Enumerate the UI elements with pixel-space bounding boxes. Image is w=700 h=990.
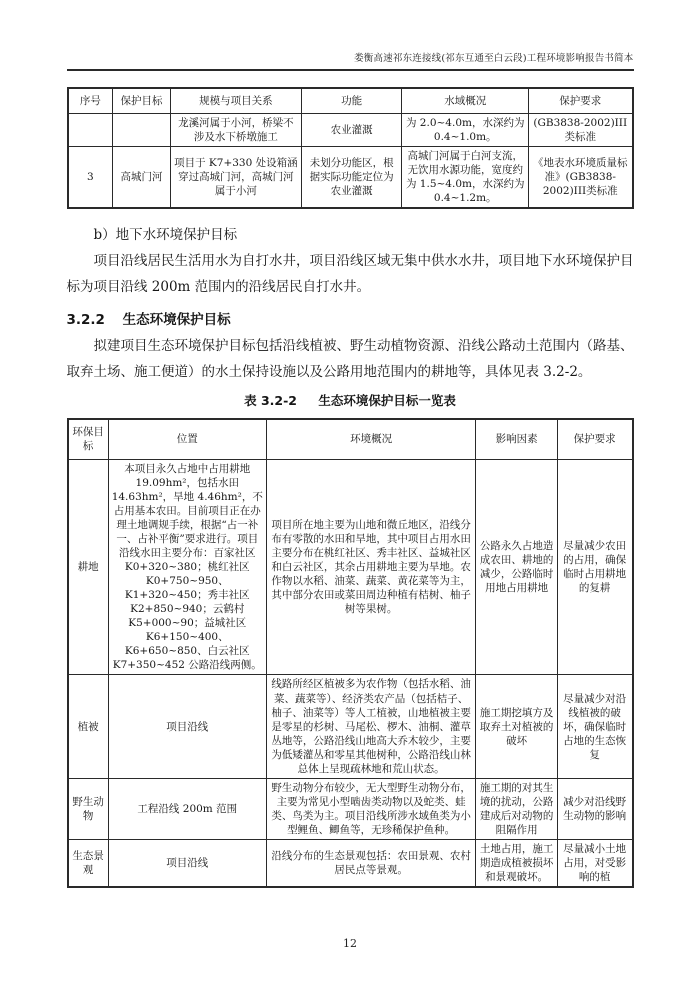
table-row (68, 147, 633, 209)
eco-target-paragraph: 拟建项目生态环境保护目标包括沿线植被、野生动植物资源、沿线公路动土范围内（路基、取弃土场、施工便道）的水土保持设施以及公路用地范围内的耕地等，具体见表 3.2-2。 (66, 338, 634, 381)
content-area (67, 0, 634, 888)
cell-requirement: 尽量减小土地占用，对受影响的植 (557, 840, 632, 888)
cell-target: 耕地 (68, 459, 109, 675)
cell-location: 项目沿线 (108, 675, 266, 778)
cell-requirement: 减少对沿线野生动物的影响 (557, 778, 632, 839)
column-header-water: 水域概况 (402, 88, 529, 114)
table-row-farmland (68, 459, 633, 675)
column-header-requirement: 保护要求 (557, 419, 632, 459)
cell-overview: 沿线分布的生态景观包括：农田景观、农村居民点等景观。 (266, 840, 476, 888)
table-row-wildlife (68, 778, 633, 839)
cell-function: 未划分功能区，根据实际功能定位为农业灌溉 (301, 147, 402, 209)
cell-impact: 施工期的对其生境的扰动，公路建成后对动物的阻隔作用 (476, 778, 557, 839)
column-header-eco-target: 环保目标 (68, 419, 109, 459)
cell-requirement: 尽量减少对沿线植被的破坏，确保临时占地的生态恢复 (557, 675, 632, 778)
cell-relation: 项目于 K7+330 处设箱涵穿过高城门河，高城门河属于小河 (170, 147, 301, 209)
caption-label: 表 3.2-2 (244, 393, 297, 409)
cell-requirement: 《地表水环境质量标准》(GB3838-2002)III类标准 (529, 147, 633, 209)
section-number: 3.2.2 (66, 312, 105, 329)
table-row-landscape (68, 840, 633, 888)
water-protection-table (67, 87, 634, 209)
cell-location: 本项目永久占地中占用耕地19.09hm²，包括水田 14.63hm²，旱地 4.46hm²，不占用基本农田。目前项目正在办理土地调规手续，根据“占一补一、占补平衡”要求进行。项目沿线水田主要分布：百家社区 K0+320~380；桃红社区 K0+750~950、K1+320~450；秀丰社区 K2+850~940；云鹤村 K5+000~90；益城社区 K6+150~400、K6+650~850、白云社区 K7+350~452 公路沿线两侧。 (108, 459, 266, 675)
column-header-target: 保护目标 (113, 88, 171, 114)
cell-seq (68, 114, 113, 147)
page-number: 12 (343, 937, 357, 950)
cell-overview: 项目所在地主要为山地和微丘地区，沿线分布有零散的水田和旱地，其中项目占用水田主要分布在桃红社区、秀丰社区、益城社区和白云社区，其余占用耕地主要为旱地。农作物以水稻、油菜、蔬菜、黄花菜等为主，其中部分农田或菜田周边种植有桔树、柚子树等果树。 (266, 459, 476, 675)
subsection-b-heading: b）地下水环境保护目标 (93, 227, 238, 244)
cell-seq: 3 (68, 147, 113, 209)
table-header-row (68, 419, 633, 459)
column-header-overview: 环境概况 (266, 419, 476, 459)
cell-impact: 公路永久占地造成农田、耕地的减少，公路临时用地占用耕地 (476, 459, 557, 675)
groundwater-paragraph: 项目沿线居民生活用水为自打水井，项目沿线区域无集中供水水井，项目地下水环境保护目标为项目沿线 200m 范围内的沿线居民自打水井。 (66, 253, 634, 296)
cell-target: 生态景观 (68, 840, 109, 888)
cell-relation: 龙溪河属于小河，桥梁不涉及水下桥墩施工 (170, 114, 301, 147)
cell-function: 农业灌溉 (301, 114, 402, 147)
cell-location: 工程沿线 200m 范围 (108, 778, 266, 839)
cell-impact: 土地占用，施工期造成植被损坏和景观破坏。 (476, 840, 557, 888)
header-title: 娄衡高速祁东连接线(祁东互通至白云段)工程环境影响报告书简本 (354, 53, 634, 64)
table-row (68, 114, 633, 147)
cell-overview: 线路所经区植被多为农作物（包括水稻、油菜、蔬菜等）、经济类农产品（包括桔子、柚子、油菜等）等人工植被，山地植被主要是零星的杉树、马尾松、椤木、油桐、灌草丛地等，公路沿线山地高大乔木较少，主要为低矮灌丛和零星其他树种，公路沿线山林总体上呈现疏林地和荒山状态。 (266, 675, 476, 778)
cell-target: 野生动物 (68, 778, 109, 839)
page-footer (0, 937, 700, 950)
section-title: 生态环境保护目标 (122, 312, 231, 329)
table-row-vegetation (68, 675, 633, 778)
page-header (67, 0, 634, 71)
cell-requirement: (GB3838-2002)III类标准 (529, 114, 633, 147)
table-header-row (68, 88, 633, 114)
eco-protection-table (67, 418, 634, 888)
cell-target (113, 114, 171, 147)
cell-location: 项目沿线 (108, 840, 266, 888)
column-header-relation: 规模与项目关系 (170, 88, 301, 114)
column-header-function: 功能 (301, 88, 402, 114)
section-322-heading (67, 307, 634, 333)
cell-water: 高城门河属于白河支流，无饮用水源功能，宽度约为 1.5~4.0m，水深约为 0.4~1.2m。 (402, 147, 529, 209)
cell-requirement: 尽量减少农田的占用，确保临时占用耕地的复耕 (557, 459, 632, 675)
cell-overview: 野生动物分布较少，无大型野生动物分布，主要为常见小型啮齿类动物以及蛇类、蛙类、鸟类为主。项目沿线所涉水域鱼类为小型鲤鱼、鲫鱼等，无珍稀保护鱼种。 (266, 778, 476, 839)
column-header-seq: 序号 (68, 88, 113, 114)
caption-title: 生态环境保护目标一览表 (318, 393, 456, 409)
column-header-location: 位置 (108, 419, 266, 459)
table-caption (67, 390, 634, 412)
cell-target: 植被 (68, 675, 109, 778)
column-header-requirement: 保护要求 (529, 88, 633, 114)
column-header-impact: 影响因素 (476, 419, 557, 459)
cell-water: 为 2.0~4.0m，水深约为 0.4~1.0m。 (402, 114, 529, 147)
cell-impact: 施工期挖填方及取弃土对植被的破坏 (476, 675, 557, 778)
cell-target: 高城门河 (113, 147, 171, 209)
